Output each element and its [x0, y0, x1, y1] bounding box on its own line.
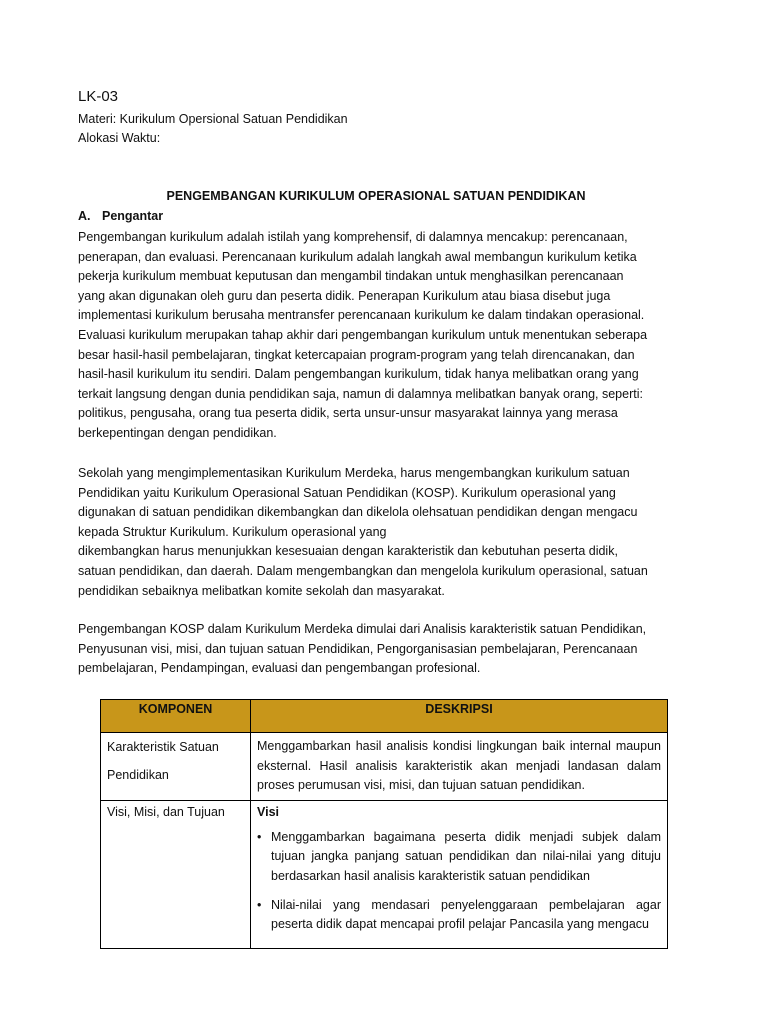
section-label: Pengantar [102, 209, 164, 223]
table-header-row [101, 700, 668, 733]
section-letter: A. [78, 209, 91, 223]
document-id: LK-03 [78, 88, 119, 105]
cell-deskripsi [251, 800, 668, 948]
list-item-text: Menggambarkan bagaimana peserta didik menjadi subjek dalam tujuan jangka panjang satuan pendidikan dan nilai-nilai yang dituju berdasarkan hasil analisis karakteristik satuan pendidikan [271, 829, 661, 883]
paragraph-line: implementasi kurikulum berusaha mentransfer perencanaan kurikulum ke dalam tindakan operasional. [78, 308, 645, 323]
paragraph-line: Pendidikan yaitu Kurikulum Operasional Satuan Pendidikan (KOSP). Kurikulum operasional yang [78, 485, 616, 500]
paragraph-line: politikus, pengusaha, orang tua peserta didik, serta unsur-unsur masyarakat lainnya yang merasa [78, 406, 618, 421]
paragraph-line: berkepentingan dengan pendidikan. [78, 425, 277, 440]
paragraph-line: digunakan di satuan pendidikan dikembangkan dan dikelola olehsatuan pendidikan dengan mengacu [78, 505, 638, 520]
table-row [101, 733, 668, 801]
list-item [257, 828, 661, 887]
paragraph-line: yang akan digunakan oleh guru dan peserta didik. Penerapan Kurikulum atau biasa disebut juga [78, 288, 611, 303]
paragraph-line: Penyusunan visi, misi, dan tujuan satuan Pendidikan, Pengorganisasian pembelajaran, Perencanaan [78, 641, 638, 656]
cell-komponen: Visi, Misi, dan Tujuan [101, 800, 251, 948]
table-row [101, 800, 668, 948]
paragraph-line: satuan pendidikan, dan daerah. Dalam mengembangkan dan mengelola kurikulum operasional, satuan [78, 563, 648, 578]
document-title: PENGEMBANGAN KURIKULUM OPERASIONAL SATUAN PENDIDIKAN [166, 189, 586, 203]
header-deskripsi: DESKRIPSI [251, 700, 668, 733]
paragraph-kosp [78, 464, 674, 601]
bullet-icon: • [257, 829, 262, 844]
paragraph-line: pembelajaran, Pendampingan, evaluasi dan pengembangan profesional. [78, 661, 481, 676]
paragraph-line: Evaluasi kurikulum merupakan tahap akhir dari pengembangan kurikulum untuk menentukan seberapa [78, 327, 648, 342]
paragraph-line: pekerja kurikulum membuat keputusan dan mengambil tindakan untuk menghasilkan perencanaan [78, 269, 624, 284]
cell-deskripsi: Menggambarkan hasil analisis kondisi lingkungan baik internal maupun eksternal. Hasil analisis karakteristik akan menjadi landasan dalam proses perumusan visi, misi, dan tujuan satuan pendidikan. [251, 733, 668, 801]
bullet-icon: • [257, 897, 262, 912]
cell-komponen: Karakteristik Satuan Pendidikan [101, 733, 251, 801]
paragraph-line: kepada Struktur Kurikulum. Kurikulum operasional yang [78, 524, 387, 539]
paragraph-intro [78, 228, 674, 444]
alokasi-waktu-line: Alokasi Waktu: [78, 131, 161, 145]
paragraph-line: terkait langsung dengan dunia pendidikan saja, namun di dalamnya melibatkan banyak orang, seperti: [78, 386, 643, 401]
paragraph-line: dikembangkan harus menunjukkan kesesuaian dengan karakteristik dan kebutuhan peserta didik, [78, 544, 618, 559]
section-heading [78, 209, 163, 223]
paragraph-line: hasil-hasil kurikulum itu sendiri. Dalam pengembangan kurikulum, tidak hanya melibatkan orang yang [78, 367, 639, 382]
list-item [257, 896, 661, 935]
paragraph-line: Pengembangan kurikulum adalah istilah yang komprehensif, di dalamnya mencakup: perencanaan, [78, 230, 628, 244]
materi-line: Materi: Kurikulum Opersional Satuan Pendidikan [78, 112, 348, 126]
paragraph-line: pendidikan sebaiknya melibatkan komite sekolah dan masyarakat. [78, 583, 445, 598]
list-item-text: Nilai-nilai yang mendasari penyelenggaraan pembelajaran agar peserta didik dapat mencapai profil pelajar Pancasila yang mengacu [271, 897, 661, 932]
component-table [100, 699, 668, 949]
document-page [78, 88, 674, 676]
subheading-visi: Visi [257, 804, 280, 819]
paragraph-line: besar hasil-hasil pembelajaran, tingkat ketercapaian program-program yang telah direncanakan, dan [78, 347, 635, 362]
paragraph-steps [78, 620, 674, 679]
paragraph-line: Pengembangan KOSP dalam Kurikulum Merdeka dimulai dari Analisis karakteristik satuan Pendidikan, [78, 622, 647, 636]
paragraph-line: penerapan, dan evaluasi. Perencanaan kurikulum adalah langkah awal membangun kurikulum ketika [78, 249, 637, 264]
header-komponen: KOMPONEN [101, 700, 251, 733]
paragraph-line: Sekolah yang mengimplementasikan Kurikulum Merdeka, harus mengembangkan kurikulum satuan [78, 466, 630, 480]
